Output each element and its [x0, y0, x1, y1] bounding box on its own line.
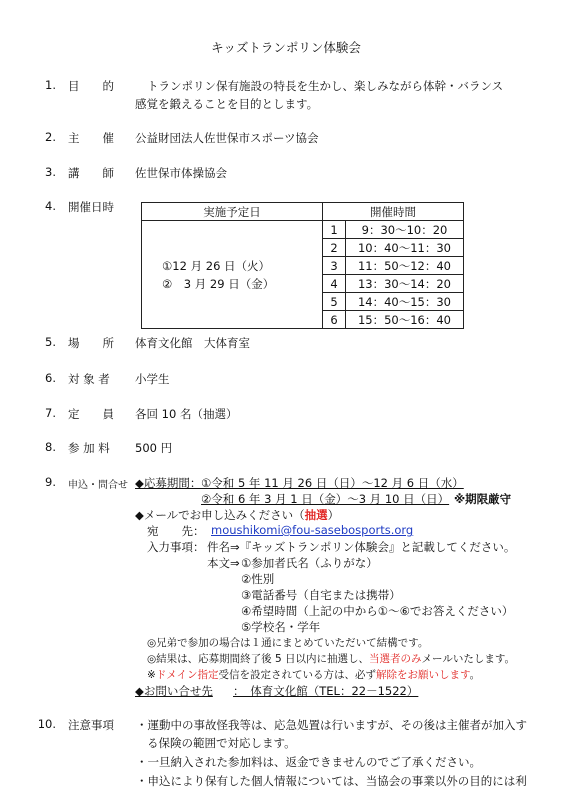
table-row-number: 6	[323, 311, 346, 329]
section-2-label: 主 催	[68, 131, 114, 145]
table-row-number: 5	[323, 293, 346, 311]
mail-to-label: 宛 先：	[147, 524, 205, 538]
caution-3: ・申込により保有した個人情報については、当協会の事業以外の目的には利	[136, 774, 527, 788]
note-domain-end: 。	[469, 669, 481, 681]
page-title: キッズトランポリン体験会	[211, 40, 361, 55]
body-item-3: ③電話番号（自宅または携帯）	[241, 588, 401, 602]
note-siblings: ◎兄弟で参加の場合は１通にまとめていただいて結構です。	[147, 637, 429, 649]
schedule-table	[141, 202, 464, 329]
note-domain-mark: ※	[147, 669, 156, 681]
input-items-label: 入力事項：	[147, 540, 205, 554]
date-1: ①12 月 26 日（火）	[162, 258, 271, 273]
caution-2: ・一旦納入された参加料は、返金できませんのでご了承ください。	[136, 755, 481, 769]
table-row-number: 1	[323, 221, 346, 239]
note-domain-setting: ドメイン指定	[155, 669, 219, 681]
section-1-text-line1: トランポリン保有施設の特長を生かし、楽しみながら体幹・バランス	[147, 79, 504, 93]
contact-label: ◆お問い合せ先	[135, 684, 213, 698]
contact-value: ： 体育文化館（TEL：22－1522）	[233, 684, 419, 698]
table-head-time: 開催時間	[323, 203, 464, 221]
section-2-value: 公益財団法人佐世保市スポーツ協会	[135, 131, 319, 145]
note-domain	[147, 667, 480, 682]
application-period-2: ②令和 6 年 3 月 1 日（金）〜3 月 10 日（日）	[201, 492, 450, 506]
mail-apply-lottery: 抽選	[304, 508, 328, 522]
section-3-value: 佐世保市体操協会	[135, 166, 227, 180]
section-1-number: 1.	[45, 78, 56, 92]
section-3-number: 3.	[45, 165, 56, 179]
section-8-number: 8.	[45, 440, 56, 454]
input-items-subject: 件名⇒『キッズトランポリン体験会』と記載してください。	[207, 540, 516, 554]
note-results-winners: 当選者のみ	[369, 653, 422, 665]
body-item-4: ④希望時間（上記の中から①〜⑥でお答えください）	[241, 604, 514, 618]
section-7-number: 7.	[45, 406, 56, 420]
deadline-strict-note: ※期限厳守	[454, 492, 512, 506]
section-2-number: 2.	[45, 130, 56, 144]
application-period-1: ①令和 5 年 11 月 26 日（日）〜12 月 6 日（水）	[201, 476, 464, 490]
section-4-number: 4.	[45, 199, 56, 213]
table-row-time: 9：30〜10：20	[346, 221, 464, 239]
note-results-text-c: メールいたします。	[421, 653, 515, 665]
mail-apply-line	[135, 507, 339, 523]
table-dates-cell	[142, 221, 323, 329]
section-8-value: 500 円	[135, 441, 173, 455]
section-6-label: 対 象 者	[68, 372, 110, 386]
body-item-5: ⑤学校名・学年	[241, 620, 321, 634]
note-domain-text: 受信を設定されている方は、必ず	[218, 669, 376, 681]
section-1-label: 目 的	[68, 79, 114, 93]
mail-apply-close: ）	[327, 508, 340, 522]
caution-1-line1: ・運動中の事故怪我等は、応急処置は行いますが、その後は主催者が加入す	[136, 718, 527, 732]
section-5-label: 場 所	[68, 336, 114, 350]
section-5-number: 5.	[45, 335, 56, 349]
section-3-label: 講 師	[68, 166, 114, 180]
table-row-time: 10：40〜11：30	[346, 239, 464, 257]
mail-apply-text: ◆メールでお申し込みください（	[135, 508, 305, 522]
caution-1-line2: る保険の範囲で対応します。	[147, 736, 296, 750]
section-4-label: 開催日時	[68, 200, 114, 214]
section-5-value: 体育文化館 大体育室	[135, 336, 250, 350]
email-link[interactable]: moushikomi@fou-sasebosports.org	[211, 523, 414, 537]
table-row-time: 11：50〜12：40	[346, 257, 464, 275]
section-7-label: 定 員	[68, 407, 114, 421]
note-results-text-a: ◎結果は、応募期間終了後 5 日以内に抽選し、	[147, 653, 370, 665]
date-2: ② 3 月 29 日（金）	[162, 276, 275, 291]
table-row-number: 4	[323, 275, 346, 293]
table-row-number: 3	[323, 257, 346, 275]
table-row-time: 14：40〜15：30	[346, 293, 464, 311]
section-10-label: 注意事項	[68, 718, 114, 732]
section-9-number: 9.	[45, 475, 56, 489]
application-period-label: ◆応募期間：	[135, 476, 202, 490]
section-8-label: 参 加 料	[68, 441, 110, 455]
section-1-text-line2: 感覚を鍛えることを目的とします。	[135, 97, 319, 111]
section-9-label: 申込・問合せ	[68, 480, 128, 491]
table-row-time: 13：30〜14：20	[346, 275, 464, 293]
note-results	[147, 651, 515, 666]
section-10-number: 10.	[37, 717, 56, 731]
section-7-value: 各回 10 名（抽選）	[135, 407, 238, 421]
note-domain-release: 解除をお願いします	[376, 669, 470, 681]
section-6-number: 6.	[45, 371, 56, 385]
body-label: 本文⇒	[207, 556, 240, 570]
table-head-date: 実施予定日	[142, 203, 323, 221]
section-6-value: 小学生	[135, 372, 170, 386]
body-item-1: ①参加者氏名（ふりがな）	[241, 556, 378, 570]
table-row-time: 15：50〜16：40	[346, 311, 464, 329]
table-row-number: 2	[323, 239, 346, 257]
body-item-2: ②性別	[241, 572, 275, 586]
